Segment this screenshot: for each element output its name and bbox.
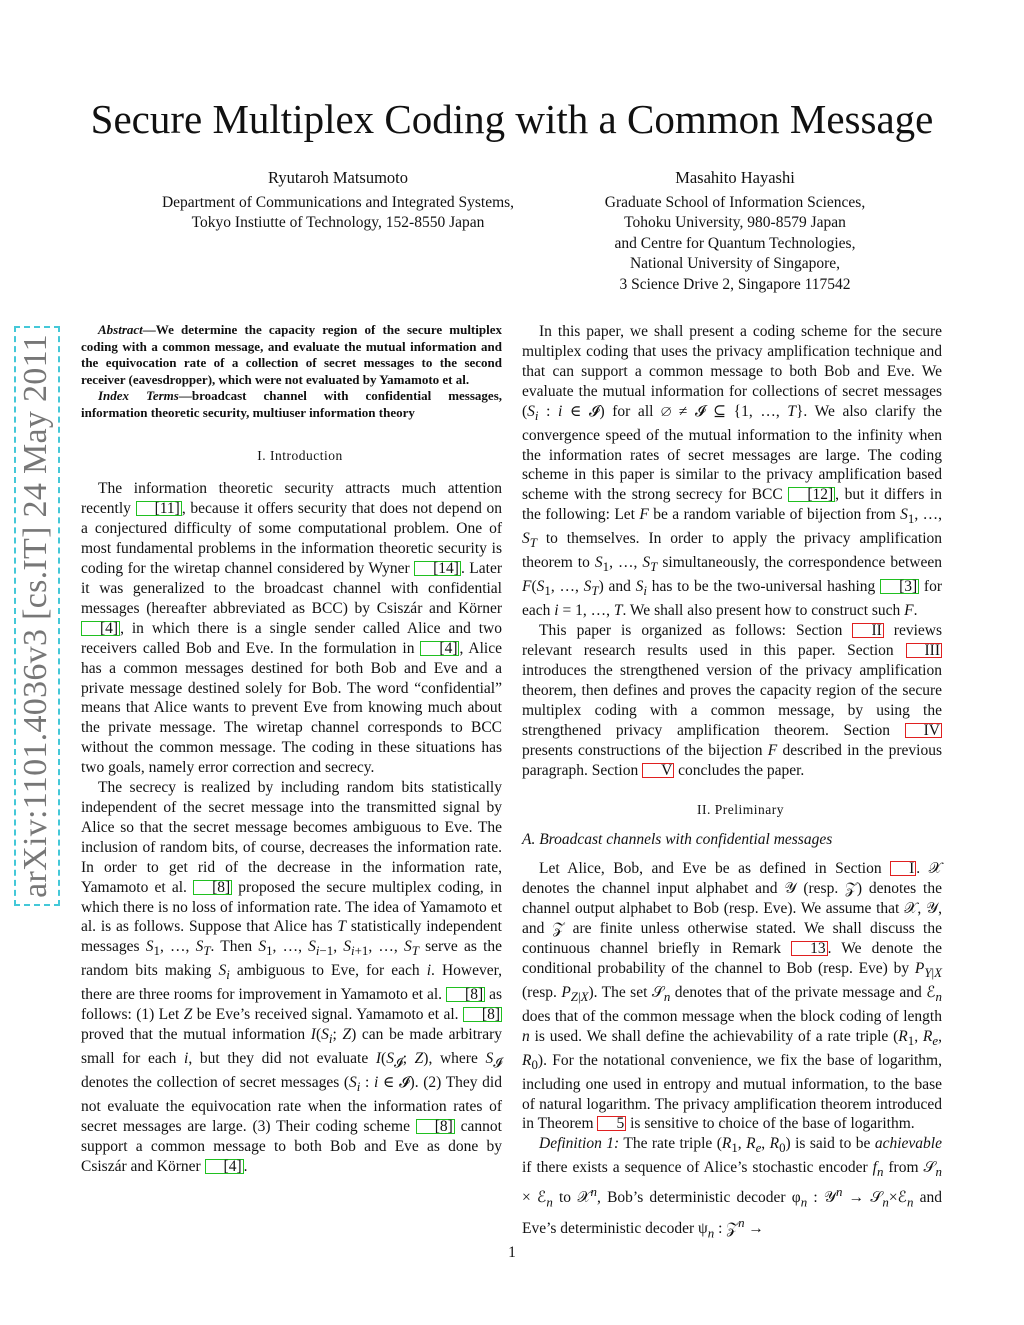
- arxiv-id: arXiv:1101.4036v3 [cs.IT] 24 May 2011: [17, 334, 54, 898]
- right-column: [522, 322, 942, 1243]
- subsection-heading: A. Broadcast channels with confidential messages: [522, 831, 833, 849]
- paper-title: Secure Multiplex Coding with a Common Message: [90, 96, 934, 142]
- section-link[interactable]: I: [890, 861, 916, 876]
- citation-link[interactable]: [3]: [880, 579, 919, 594]
- left-column: [81, 322, 502, 1177]
- section-link[interactable]: V: [642, 763, 674, 778]
- section-link[interactable]: IV: [905, 723, 942, 738]
- author-affiliation: Graduate School of Information Sciences,: [604, 193, 866, 211]
- author-affiliation: National University of Singapore,: [629, 255, 841, 272]
- citation-link[interactable]: [11]: [136, 501, 182, 516]
- section-heading: II. Preliminary: [697, 802, 784, 818]
- page-number: 1: [508, 1244, 516, 1261]
- section-heading: I. Introduction: [257, 447, 343, 463]
- citation-link[interactable]: [12]: [788, 487, 835, 502]
- author-affiliation: Department of Communications and Integrated Systems,: [161, 193, 515, 211]
- intro-paragraph-1: The information theoretic security attracts much attention recently [11] , because it offers security that does not depend on a conjectured difficulty of some computational problem. One of most fundamental problems in the information theoretic security is coding for the wiretap channel considered by Wyner [14] . Later it was generalized to the broadcast channel with confidential messages (hereafter abbreviated as BCC) by Csiszár and Körner [4] , in which there is a single sender called Alice and two receivers called Bob and Eve. In the formulation in [4] , Alice has a common messages destined for both Bob and Eve and a private message destined solely for Bob. The word “confidential” means that Alice wants to prevent Eve from knowing much about the private message. The wiretap channel corresponds to BCC without the common message. The coding in these situations has two goals, namely error correction and secrecy.: [81, 480, 502, 777]
- intro-paragraph-4: This paper is organized as follows: Section II reviews relevant research results used in this paper. Section III introduces the strengthened version of the privacy amplification theorem, then defines and proves the capacity region of the secure multiplex coding with a common message, by using the strengthened privacy amplification theorem. Section IV presents constructions of the bijection F described in the previous paragraph. Section V concludes the paper.: [522, 622, 943, 779]
- definition-paragraph: Definition 1: The rate triple ($R_1$, $R_e$, $R_0$) is said to be achievable if there exists a sequence of Alice’s stochastic encoder $f_n$ from 𝒮$_n$ × ℰ$_n$ to 𝒳$^n$, Bob’s deterministic decoder $\varphi_n$ : 𝒴$^n$ → 𝒮$_n$×ℰ$_n$ and Eve’s deterministic decoder $\psi_n$ : 𝒵$^n$ →: [522, 1135, 942, 1240]
- index-terms: Index Terms—broadcast channel with confidential messages, information theoretic security, multiuser information theory: [81, 388, 503, 420]
- author-affiliation: 3 Science Drive 2, Singapore 117542: [619, 275, 851, 293]
- intro-paragraph-2: The secrecy is realized by including random bits statistically independent of the secret message into the transmitted signal by Alice so that the secret message becomes ambiguous to Eve. The inclusion of random bits, of course, decreases the information rate. In order to get rid of the decrease in the information rate, Yamamoto et al. [8] proposed the secure multiplex coding, in which there is no loss of information rate. The idea of Yamamoto et al. is as follows. Suppose that Alice has T statistically independent messages $S_1$, …, $S_T$. Then $S_1$, …, $S_{i-1}$, $S_{i+1}$, …, $S_T$ serve as the random bits making $S_i$ ambiguous to Eve, for each i. However, there are three rooms for improvement in Yamamoto et al. [8] as follows: (1) Let Z be Eve’s received signal. Yamamoto et al. [8] proved that the mutual information $I(S_i$; Z) can be made arbitrary small for each i, but they did not evaluate $I(S_𝓘$; Z), where $S_𝓘$ denotes the collection of secret messages ($S_i$ : i ∈ 𝓘). (2) They did not evaluate the equivocation rate when the information rates of secret messages are large. (3) Their coding scheme [8] cannot support a common message to both Bob and Eve as done by Csiszár and Körner [4] .: [81, 779, 503, 1175]
- citation-link[interactable]: [8]: [416, 1119, 455, 1134]
- author-block-1: [130, 168, 546, 234]
- citation-link[interactable]: [4]: [420, 641, 459, 656]
- author-block-2: [560, 168, 910, 295]
- citation-link[interactable]: [4]: [81, 621, 120, 636]
- citation-link[interactable]: [8]: [193, 880, 232, 895]
- author-affiliation: Tohoku University, 980-8579 Japan: [624, 214, 846, 231]
- author-affiliation: Tokyo Instiutte of Technology, 152-8550 Japan: [191, 214, 485, 231]
- theorem-link[interactable]: 5: [597, 1116, 626, 1131]
- section-link[interactable]: III: [906, 643, 943, 658]
- citation-link[interactable]: [4]: [205, 1159, 244, 1174]
- author-affiliation: and Centre for Quantum Technologies,: [614, 234, 856, 252]
- citation-link[interactable]: [8]: [463, 1007, 502, 1022]
- remark-link[interactable]: 13: [791, 941, 828, 956]
- section-link[interactable]: II: [852, 623, 883, 638]
- prelim-paragraph-1: Let Alice, Bob, and Eve be as defined in Section I . 𝒳 denotes the channel input alphabet and 𝒴 (resp. 𝒵) denotes the channel output alphabet to Bob (resp. Eve). We assume that 𝒳, 𝒴, and 𝒵 are finite unless otherwise stated. We shall discuss the continuous channel briefly in Remark 13 . We denote the conditional probability of the channel to Bob (resp. Eve) by $P_{Y|X}$ (resp. $P_{Z|X}$). The set 𝒮$_n$ denotes that of the private message and ℰ$_n$ does that of the common message when the block coding of length n is used. We shall define the achievability of a rate triple ($R_1$, $R_e$, $R_0$). For the notational convenience, we fix the base of logarithm, including one used in entropy and mutual information, to the base of natural logarithm. The privacy amplification theorem introduced in Theorem 5 is sensitive to choice of the base of logarithm.: [522, 860, 942, 1133]
- citation-link[interactable]: [14]: [414, 561, 461, 576]
- abstract: Abstract—We determine the capacity region of the secure multiplex coding with a common message, and evaluate the mutual information and the equivocation rate of a collection of secret messages to the second receiver (eavesdropper), which were not evaluated by Yamamoto et al.: [81, 322, 502, 387]
- citation-link[interactable]: [8]: [446, 987, 485, 1002]
- intro-paragraph-3: In this paper, we shall present a coding scheme for the secure multiplex coding that uses the privacy amplification technique and that can support a common message to both Bob and Eve. We evaluate the mutual information for collections of secret messages ($S_i$ : i ∈ 𝓘) for all ∅ ≠ 𝓘 ⊆ {1, …, T}. We also clarify the convergence speed of the mutual information to the infinity when the information rates of secret messages are large. The coding scheme in this paper is similar to the privacy amplification based scheme with the strong secrecy for BCC [12] , but it differs in the following: Let F be a random variable of bijection from $S_1$, …, $S_T$ to themselves. In order to apply the privacy amplification theorem to $S_1$, …, $S_T$ simultaneously, the correspondence between $F(S_1$, …, $S_T$) and $S_i$ has to be the two-universal hashing [3] for each i = 1, …, T. We shall also present how to construct such F.: [522, 323, 943, 620]
- author-name: Ryutaroh Matsumoto: [267, 168, 409, 187]
- author-name: Masahito Hayashi: [675, 168, 795, 187]
